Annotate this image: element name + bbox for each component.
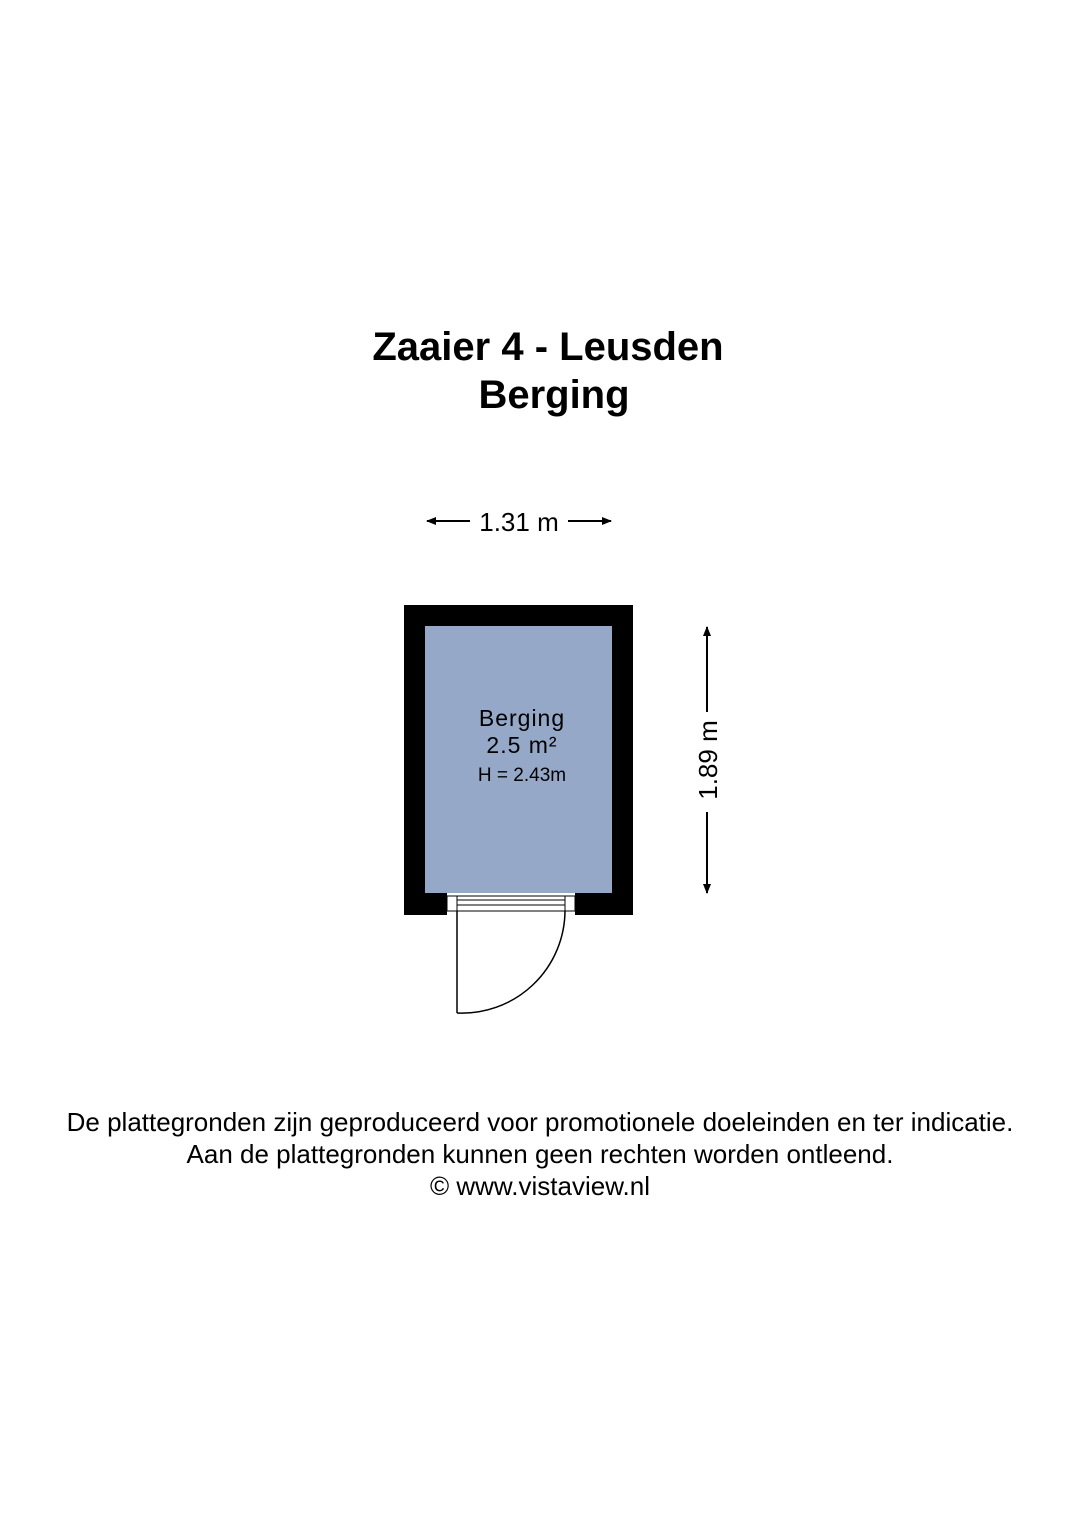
door-swing	[457, 911, 565, 1013]
width-dimension	[427, 507, 611, 537]
width-label: 1.31 m	[479, 507, 559, 537]
room-berging	[425, 626, 612, 893]
room-height-label: H = 2.43m	[477, 765, 567, 786]
door-arc	[457, 911, 565, 1013]
page-subtitle: Berging	[478, 373, 630, 417]
page-title: Zaaier 4 - Leusden	[372, 325, 724, 369]
disclaimer-line-1: De plattegronden zijn geproduceerd voor promotionele doeleinden en ter indicatie.	[66, 1107, 1014, 1137]
disclaimer-line-2: Aan de plattegronden kunnen geen rechten worden ontleend.	[186, 1139, 894, 1169]
room-name-label: Berging	[478, 705, 566, 731]
room-area-label: 2.5 m²	[486, 732, 558, 758]
height-label: 1.89 m	[693, 720, 723, 800]
door-threshold	[447, 896, 575, 911]
height-dimension	[693, 627, 723, 893]
copyright-line: © www.vistaview.nl	[430, 1171, 650, 1201]
